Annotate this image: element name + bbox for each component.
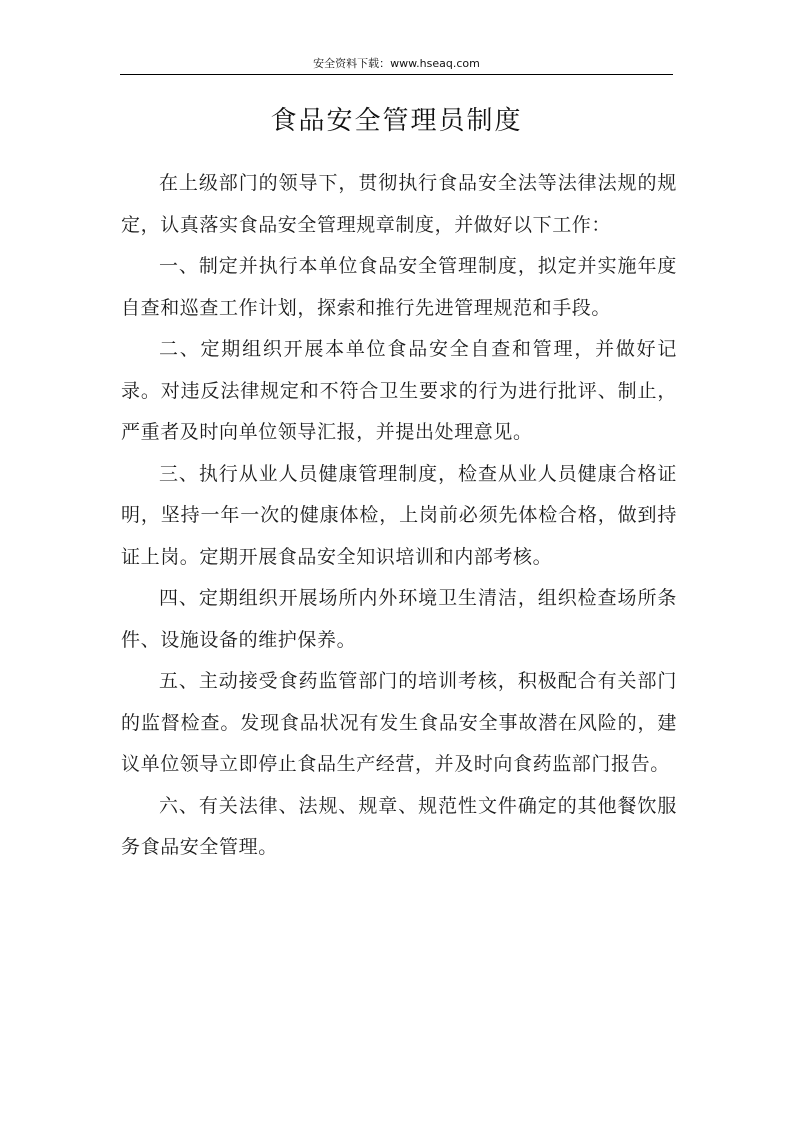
paragraph-item-6: 六、有关法律、法规、规章、规范性文件确定的其他餐饮服务食品安全管理。 xyxy=(121,794,677,858)
document-title: 食品安全管理员制度 xyxy=(270,106,523,136)
paragraph-item-2: 二、定期组织开展本单位食品安全自查和管理，并做好记录。对违反法律规定和不符合卫生要求的行为进行批评、制止，严重者及时向单位领导汇报，并提出处理意见。 xyxy=(121,338,677,443)
page-header xyxy=(120,56,673,75)
paragraph-item-4: 四、定期组织开展场所内外环境卫生清洁，组织检查场所条件、设施设备的维护保养。 xyxy=(121,587,677,651)
document-body xyxy=(121,163,677,869)
header-text: 安全资料下载：www.hseaq.com xyxy=(313,57,480,70)
paragraph-intro: 在上级部门的领导下，贯彻执行食品安全法等法律法规的规定，认真落实食品安全管理规章制度，并做好以下工作： xyxy=(121,172,677,236)
paragraph-item-3: 三、执行从业人员健康管理制度，检查从业人员健康合格证明，坚持一年一次的健康体检，上岗前必须先体检合格，做到持证上岗。定期开展食品安全知识培训和内部考核。 xyxy=(121,462,677,568)
paragraph-item-5: 五、主动接受食药监管部门的培训考核，积极配合有关部门的监督检查。发现食品状况有发生食品安全事故潜在风险的，建议单位领导立即停止食品生产经营，并及时向食药监部门报告。 xyxy=(121,670,677,775)
paragraph-item-1: 一、制定并执行本单位食品安全管理制度，拟定并实施年度自查和巡查工作计划，探索和推行先进管理规范和手段。 xyxy=(121,255,677,319)
